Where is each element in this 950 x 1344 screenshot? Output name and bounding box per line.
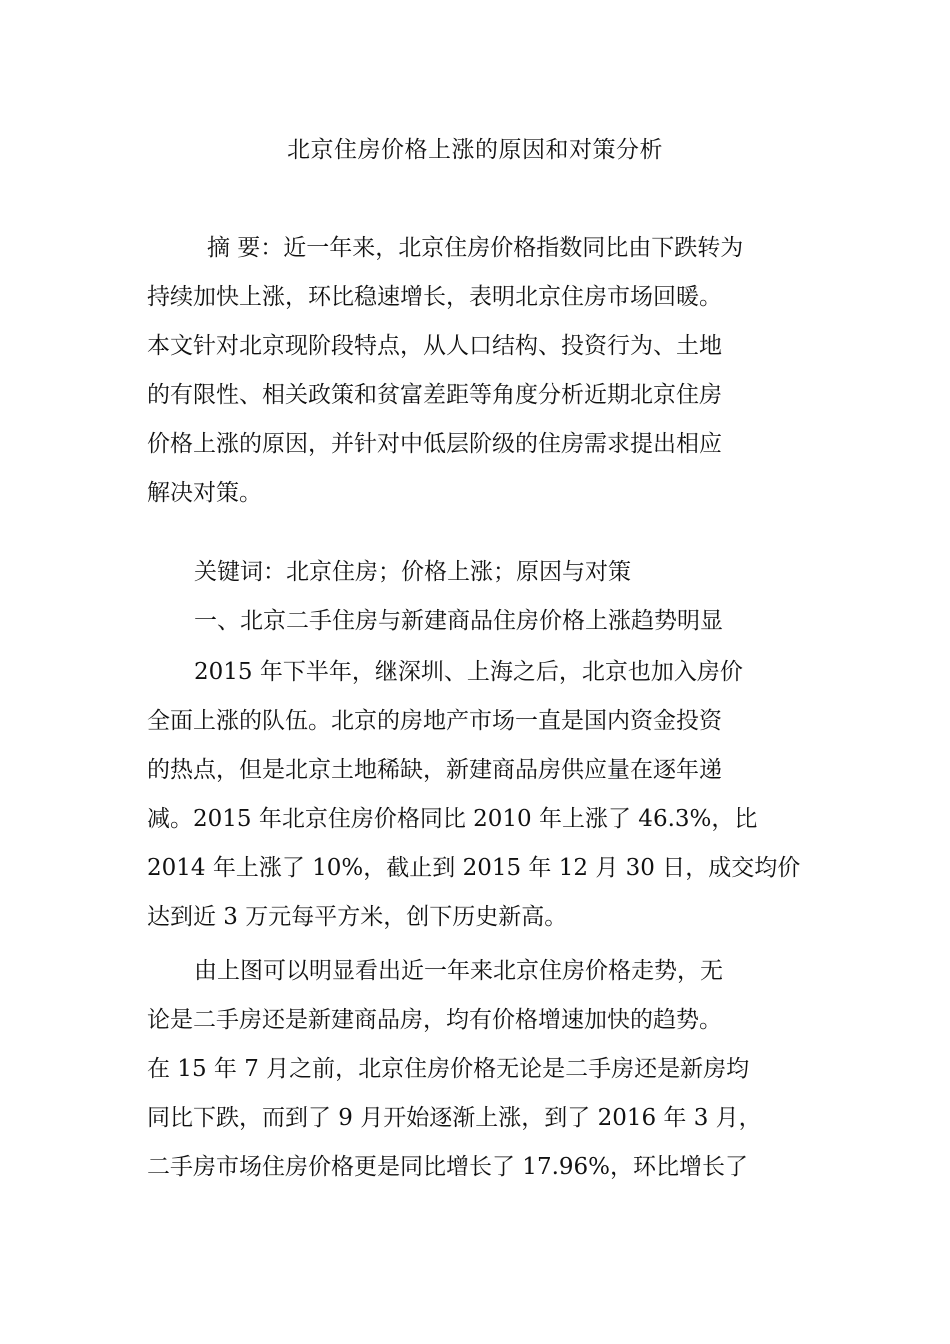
paragraph-line: 2015 年下半年，继深圳、上海之后，北京也加入房价 [194,659,743,685]
abstract-line: 摘 要：近一年来，北京住房价格指数同比由下跌转为 [207,235,744,261]
paragraph-line: 全面上涨的队伍。北京的房地产市场一直是国内资金投资 [147,708,722,734]
paragraph-line: 同比下跌，而到了 9 月开始逐渐上涨，到了 2016 年 3 月， [147,1105,762,1131]
abstract-line: 持续加快上涨，环比稳速增长，表明北京住房市场回暖。 [147,284,722,310]
paragraph-line: 论是二手房还是新建商品房，均有价格增速加快的趋势。 [147,1007,722,1033]
abstract-paragraph [147,224,807,518]
keywords-line: 关键词：北京住房；价格上涨；原因与对策 [194,559,631,585]
paragraph-line: 在 15 年 7 月之前，北京住房价格无论是二手房还是新房均 [147,1056,750,1082]
body-paragraph-2 [147,947,807,1192]
paragraph-line: 达到近 3 万元每平方米，创下历史新高。 [147,904,568,930]
document-title: 北京住房价格上涨的原因和对策分析 [287,137,663,163]
paragraph-line: 二手房市场住房价格更是同比增长了 17.96%，环比增长了 [147,1154,749,1180]
abstract-line: 本文针对北京现阶段特点，从人口结构、投资行为、土地 [147,333,722,359]
paragraph-line: 减。2015 年北京住房价格同比 2010 年上涨了 46.3%，比 [147,806,758,832]
paragraph-line: 由上图可以明显看出近一年来北京住房价格走势，无 [194,958,723,984]
abstract-line: 的有限性、相关政策和贫富差距等角度分析近期北京住房 [147,382,722,408]
body-paragraph-1 [147,648,807,942]
paragraph-line: 的热点，但是北京土地稀缺，新建商品房供应量在逐年递 [147,757,722,783]
abstract-line: 价格上涨的原因，并针对中低层阶级的住房需求提出相应 [147,431,722,457]
abstract-line: 解决对策。 [147,480,262,506]
keywords-block [147,548,807,646]
section-heading: 一、北京二手住房与新建商品住房价格上涨趋势明显 [194,608,723,634]
paragraph-line: 2014 年上涨了 10%，截止到 2015 年 12 月 30 日，成交均价 [147,855,801,881]
